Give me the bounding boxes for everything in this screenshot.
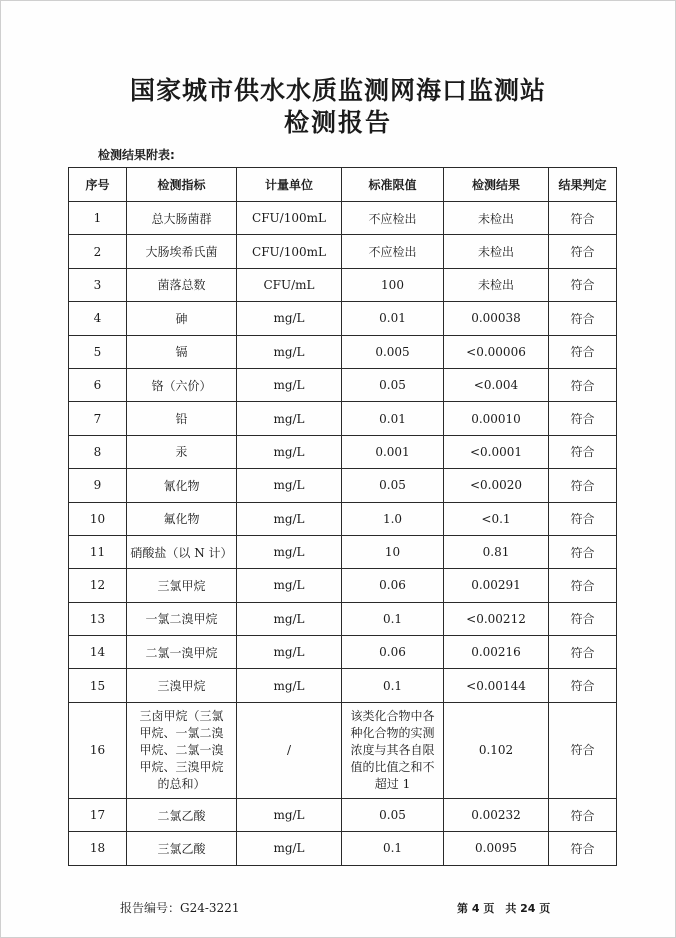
cell-limit: 1.0 (342, 502, 444, 535)
cell-verdict: 符合 (549, 832, 617, 865)
cell-limit: 0.01 (342, 402, 444, 435)
cell-item: 三氯甲烷 (127, 569, 237, 602)
cell-item: 二氯一溴甲烷 (127, 636, 237, 669)
cell-result: <0.0001 (444, 435, 549, 468)
cell-verdict: 符合 (549, 502, 617, 535)
cell-item: 总大肠菌群 (127, 202, 237, 235)
cell-unit: mg/L (237, 636, 342, 669)
cell-no: 7 (69, 402, 127, 435)
cell-unit: / (237, 702, 342, 798)
cell-limit: 10 (342, 535, 444, 568)
cell-limit: 0.05 (342, 368, 444, 401)
cell-item: 二氯乙酸 (127, 798, 237, 831)
column-header-item: 检测指标 (127, 168, 237, 202)
cell-no: 1 (69, 202, 127, 235)
cell-verdict: 符合 (549, 302, 617, 335)
results-table (68, 167, 617, 866)
cell-unit: CFU/mL (237, 268, 342, 301)
cell-limit: 100 (342, 268, 444, 301)
cell-limit: 不应检出 (342, 235, 444, 268)
cell-item: 汞 (127, 435, 237, 468)
cell-item: 砷 (127, 302, 237, 335)
column-header-verdict: 结果判定 (549, 168, 617, 202)
page-number: 第 4 页 共 24 页 (457, 902, 551, 915)
cell-no: 4 (69, 302, 127, 335)
table-row (69, 202, 617, 235)
cell-unit: CFU/100mL (237, 235, 342, 268)
cell-item: 镉 (127, 335, 237, 368)
cell-verdict: 符合 (549, 702, 617, 798)
cell-no: 16 (69, 702, 127, 798)
column-header-no: 序号 (69, 168, 127, 202)
cell-unit: mg/L (237, 435, 342, 468)
cell-no: 9 (69, 469, 127, 502)
cell-item: 铬（六价） (127, 368, 237, 401)
cell-item: 三溴甲烷 (127, 669, 237, 702)
cell-unit: mg/L (237, 798, 342, 831)
cell-unit: mg/L (237, 832, 342, 865)
cell-verdict: 符合 (549, 368, 617, 401)
cell-verdict: 符合 (549, 268, 617, 301)
cell-unit: mg/L (237, 335, 342, 368)
cell-no: 13 (69, 602, 127, 635)
table-caption: 检测结果附表: (98, 148, 175, 162)
column-header-limit: 标准限值 (342, 168, 444, 202)
cell-unit: CFU/100mL (237, 202, 342, 235)
cell-no: 2 (69, 235, 127, 268)
cell-item: 一氯二溴甲烷 (127, 602, 237, 635)
cell-result: 0.00232 (444, 798, 549, 831)
table-row (69, 469, 617, 502)
cell-limit (342, 702, 444, 798)
report-title: 国家城市供水水质监测网海口监测站 (129, 76, 546, 105)
cell-no: 14 (69, 636, 127, 669)
cell-result: 0.00038 (444, 302, 549, 335)
cell-unit: mg/L (237, 402, 342, 435)
cell-limit: 不应检出 (342, 202, 444, 235)
cell-limit: 0.1 (342, 602, 444, 635)
cell-unit: mg/L (237, 469, 342, 502)
table-row (69, 832, 617, 865)
cell-verdict: 符合 (549, 202, 617, 235)
cell-unit: mg/L (237, 368, 342, 401)
cell-result: <0.00144 (444, 669, 549, 702)
report-subtitle: 检测报告 (283, 108, 392, 137)
table-row (69, 335, 617, 368)
cell-no: 3 (69, 268, 127, 301)
cell-unit: mg/L (237, 502, 342, 535)
cell-item (127, 702, 237, 798)
cell-unit: mg/L (237, 669, 342, 702)
cell-result: 未检出 (444, 235, 549, 268)
table-row (69, 268, 617, 301)
cell-no: 15 (69, 669, 127, 702)
cell-result: 0.00010 (444, 402, 549, 435)
cell-result: 0.00291 (444, 569, 549, 602)
table-row (69, 435, 617, 468)
cell-item: 铅 (127, 402, 237, 435)
cell-no: 18 (69, 832, 127, 865)
cell-no: 17 (69, 798, 127, 831)
table-row (69, 402, 617, 435)
table-row (69, 702, 617, 798)
cell-verdict: 符合 (549, 569, 617, 602)
cell-limit: 0.06 (342, 569, 444, 602)
cell-result: <0.1 (444, 502, 549, 535)
cell-verdict: 符合 (549, 636, 617, 669)
cell-unit: mg/L (237, 602, 342, 635)
table-row (69, 535, 617, 568)
cell-result: <0.0020 (444, 469, 549, 502)
table-row (69, 569, 617, 602)
column-header-unit: 计量单位 (237, 168, 342, 202)
cell-limit: 0.005 (342, 335, 444, 368)
cell-item: 氟化物 (127, 502, 237, 535)
cell-unit: mg/L (237, 569, 342, 602)
column-header-result: 检测结果 (444, 168, 549, 202)
cell-limit: 0.06 (342, 636, 444, 669)
cell-no: 6 (69, 368, 127, 401)
cell-no: 10 (69, 502, 127, 535)
cell-result: <0.00212 (444, 602, 549, 635)
cell-verdict: 符合 (549, 469, 617, 502)
cell-limit-text: 该类化合物中各种化合物的实测浓度与其各自限值的比值之和不超过 1 (350, 708, 435, 791)
table-row (69, 602, 617, 635)
cell-limit: 0.05 (342, 798, 444, 831)
cell-result: 未检出 (444, 202, 549, 235)
cell-limit: 0.1 (342, 832, 444, 865)
cell-verdict: 符合 (549, 435, 617, 468)
cell-result: 0.81 (444, 535, 549, 568)
table-row (69, 235, 617, 268)
cell-limit: 0.01 (342, 302, 444, 335)
table-row (69, 798, 617, 831)
table-row (69, 302, 617, 335)
cell-item: 菌落总数 (127, 268, 237, 301)
cell-item: 三氯乙酸 (127, 832, 237, 865)
cell-result: <0.004 (444, 368, 549, 401)
table-row (69, 502, 617, 535)
cell-result: 0.00216 (444, 636, 549, 669)
cell-verdict: 符合 (549, 535, 617, 568)
cell-item-text: 三卤甲烷（三氯甲烷、一氯二溴甲烷、二氯一溴甲烷、三溴甲烷的总和） (139, 708, 224, 791)
table-row (69, 368, 617, 401)
cell-verdict: 符合 (549, 402, 617, 435)
cell-item: 大肠埃希氏菌 (127, 235, 237, 268)
table-header-row (69, 168, 617, 202)
table-row (69, 669, 617, 702)
cell-unit: mg/L (237, 535, 342, 568)
cell-no: 5 (69, 335, 127, 368)
cell-verdict: 符合 (549, 669, 617, 702)
cell-unit: mg/L (237, 302, 342, 335)
cell-verdict: 符合 (549, 602, 617, 635)
cell-result: 未检出 (444, 268, 549, 301)
cell-item: 氰化物 (127, 469, 237, 502)
cell-result: 0.102 (444, 702, 549, 798)
cell-verdict: 符合 (549, 335, 617, 368)
cell-verdict: 符合 (549, 235, 617, 268)
cell-no: 11 (69, 535, 127, 568)
cell-result: <0.00006 (444, 335, 549, 368)
cell-no: 8 (69, 435, 127, 468)
cell-item: 硝酸盐（以 N 计） (127, 535, 237, 568)
cell-limit: 0.001 (342, 435, 444, 468)
table-row (69, 636, 617, 669)
cell-no: 12 (69, 569, 127, 602)
cell-limit: 0.1 (342, 669, 444, 702)
cell-limit: 0.05 (342, 469, 444, 502)
cell-verdict: 符合 (549, 798, 617, 831)
report-number: 报告编号：G24-3221 (120, 901, 240, 915)
cell-result: 0.0095 (444, 832, 549, 865)
